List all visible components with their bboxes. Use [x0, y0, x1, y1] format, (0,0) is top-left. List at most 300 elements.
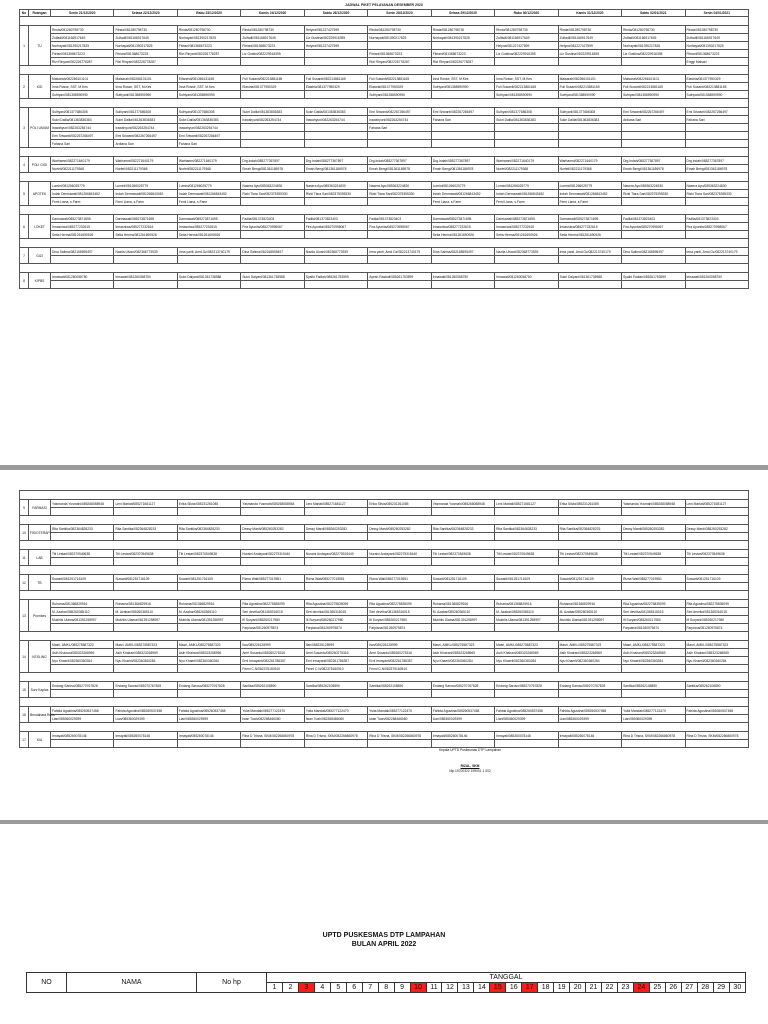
header-cell: Selasa 29/12/2020 — [431, 10, 494, 17]
roster-cell: Erika Silvia/085231261085 — [368, 500, 431, 508]
section-spacer — [20, 632, 749, 641]
roster-cell: Masri, AMKL/085275587323 — [495, 641, 558, 649]
roster-cell: Iwan Tuah/082268466080 — [368, 715, 431, 723]
day-cell: 10 — [410, 983, 426, 993]
roster-cell: Rinda/081280798730 — [685, 26, 748, 34]
roster-cell: Ilan/085226128999 — [304, 641, 367, 649]
roster-cell: Leni Marlati/085271681127 — [304, 500, 367, 508]
roster-cell — [622, 508, 685, 516]
roster-cell: Darmawati/085273871695 — [114, 215, 177, 223]
roster-cell — [114, 583, 177, 591]
roster-cell — [177, 583, 240, 591]
roster-cell: Fadlia/081373823403 — [241, 215, 304, 223]
roster-cell: Yasmanda Yusmahi/085268088948 — [431, 500, 494, 508]
day-cell: 13 — [458, 983, 474, 993]
roster-cell: Femi Liana, s.Farm — [558, 198, 621, 206]
roster-cell: Warhamni/082271640179 — [177, 157, 240, 165]
roster-cell: Rinda/081280798730 — [114, 26, 177, 34]
roster-cell — [51, 665, 114, 673]
roster-cell — [51, 690, 114, 698]
roster-cell: Rinda/081280798730 — [368, 26, 431, 34]
day-cell: 29 — [713, 983, 729, 993]
roster-cell: Irmawati/081260058750 — [114, 273, 177, 281]
col-tanggal: TANGGAL — [267, 973, 746, 983]
roster-cell: Fahana Sari — [177, 140, 240, 148]
col-nama: NAMA — [67, 973, 197, 993]
roster-cell: Drg.Indah/085277367897 — [685, 157, 748, 165]
section-name: GIZI — [29, 248, 51, 264]
roster-cell — [558, 256, 621, 264]
roster-cell: Fahida Agustina/085260537458 — [431, 707, 494, 715]
roster-cell: Nasera Ayu/085363224830 — [622, 182, 685, 190]
day-cell: 20 — [570, 983, 586, 993]
roster-cell: Nurfeli/082211179368 — [114, 165, 177, 173]
roster-cell — [558, 281, 621, 289]
roster-cell — [495, 558, 558, 566]
roster-cell: Rizna Wati/085277019551 — [241, 575, 304, 583]
roster-cell: Sulhyani/081377686308 — [558, 108, 621, 116]
roster-cell — [51, 281, 114, 289]
roster-cell: M. Azabar/085260365110 — [431, 608, 494, 616]
roster-cell: Zulfadli/081166917649 — [114, 34, 177, 42]
day-cell: 30 — [729, 983, 745, 993]
roster-cell — [304, 281, 367, 289]
roster-cell: Ifi Suryani/085260217980 — [368, 616, 431, 624]
roster-cell: Nazila Ulvani/082368773939 — [304, 248, 367, 256]
roster-cell — [622, 58, 685, 66]
roster-cell — [114, 508, 177, 516]
roster-cell: Sufriyani/081358590990 — [685, 91, 748, 99]
roster-cell — [177, 558, 240, 566]
table-row — [20, 533, 749, 541]
roster-cell — [685, 508, 748, 516]
roster-cell: Sukri Dalila/081363836383 — [177, 116, 240, 124]
section-number: 3 — [20, 108, 29, 148]
roster-cell: Syaibi Fadiah/085261753599 — [304, 273, 367, 281]
roster-cell: Irma yanti, Amd.Gz/082213740179 — [177, 248, 240, 256]
day-cell: 3 — [298, 983, 314, 993]
roster-cell — [622, 533, 685, 541]
roster-cell: Irmawati/081260058750 — [431, 273, 494, 281]
roster-cell — [558, 583, 621, 591]
table-row — [20, 525, 749, 533]
roster-cell — [685, 124, 748, 132]
roster-cell: Asih Khairani/085323268969 — [431, 649, 494, 657]
roster-cell: Ifi Suryani/085260217980 — [622, 616, 685, 624]
roster-cell: Ruhama/081366829916 — [177, 600, 240, 608]
section-name: KIA — [29, 732, 51, 748]
roster-cell: Rita Santika/082364828233 — [51, 525, 114, 533]
roster-cell: Santika/085262108890 — [622, 682, 685, 690]
roster-cell: Dina Salima/082168595497 — [51, 248, 114, 256]
roster-cell: Nyu Khaerli/082360360284 — [685, 657, 748, 665]
roster-cell — [177, 58, 240, 66]
table-row — [20, 75, 749, 83]
roster-cell: Titi Lestari/082370549638 — [495, 550, 558, 558]
roster-cell: Inna Rosse, SST, M.Kes — [495, 75, 558, 83]
roster-cell: Rizna Wati/085277019551 — [368, 575, 431, 583]
roster-cell: Sulhyani/081377686308 — [114, 108, 177, 116]
spacer-cell — [20, 264, 749, 273]
spacer-cell — [20, 239, 749, 248]
section-name: POLI GIGI — [29, 157, 51, 173]
roster-cell: Fira Ayunita/085270998067 — [368, 223, 431, 231]
roster-cell — [685, 140, 748, 148]
roster-cell — [685, 281, 748, 289]
table-row — [20, 190, 749, 198]
roster-cell: Fitriani/081368673223 — [114, 50, 177, 58]
roster-cell — [177, 624, 240, 632]
roster-cell: Endang Saroso/085270767828 — [177, 682, 240, 690]
roster-cell: Rita Santika/082364828233 — [177, 525, 240, 533]
roster-cell: Erika Silvia/085231261085 — [558, 500, 621, 508]
roster-cell — [304, 198, 367, 206]
section-number: 12 — [20, 575, 29, 591]
roster-cell: Farpiana/081260975874 — [368, 624, 431, 632]
roster-cell: Asih Khairani/085323268969 — [558, 649, 621, 657]
roster-cell: Emah Bengi/081361186978 — [431, 165, 494, 173]
section-name: FISIOTERAPI — [29, 525, 51, 541]
roster-cell: Masri, AMKL/085275587323 — [177, 641, 240, 649]
roster-cell: Endang Saroso/085270767828 — [431, 682, 494, 690]
roster-cell — [304, 132, 367, 140]
roster-cell: Sukri Dalila/081363836383 — [114, 116, 177, 124]
roster-cell: Femi Liana, s.Farm — [431, 198, 494, 206]
roster-cell: Leni Marlati/085271681127 — [685, 500, 748, 508]
roster-cell: Liz Gustina/082229916395 — [495, 50, 558, 58]
roster-cell — [51, 256, 114, 264]
spacer-cell — [20, 148, 749, 157]
roster-cell: Sukri Dalila/081363836383 — [51, 116, 114, 124]
section-number: 11 — [20, 550, 29, 566]
roster-cell: Ruhama/081366829916 — [114, 600, 177, 608]
roster-cell: Yulia Mandak/085277122470 — [241, 707, 304, 715]
roster-cell: Nuraini Andayani/082275315440 — [241, 550, 304, 558]
table-row — [20, 248, 749, 256]
signature-name: RIZAL, SKM — [460, 764, 480, 768]
roster-cell: Rizi Rinyani/082226778287 — [177, 50, 240, 58]
section-number: 1 — [20, 26, 29, 66]
roster-cell: Warhamni/082271640179 — [114, 157, 177, 165]
roster-cell: Fuli Susanti/082213881165 — [241, 75, 304, 83]
roster-cell — [431, 140, 494, 148]
roster-cell: Yulia Mandak/085277122470 — [368, 707, 431, 715]
roster-cell: Emah Bengi/081361186978 — [304, 165, 367, 173]
roster-cell — [685, 715, 748, 723]
roster-cell: M. Azabar/085260365110 — [51, 608, 114, 616]
roster-cell: Femi Liana, s.Farm — [51, 198, 114, 206]
roster-cell — [685, 740, 748, 748]
roster-cell: Fadlia/081373823403 — [685, 215, 748, 223]
roster-cell — [241, 58, 304, 66]
roster-cell: Setia Herma/081261690926 — [558, 231, 621, 239]
roster-cell — [241, 140, 304, 148]
day-cell: 16 — [506, 983, 522, 993]
roster-cell: Fenni C.N/082375160510 — [368, 665, 431, 673]
table-row — [20, 281, 749, 289]
roster-cell: Ayesh Rasbali/085261753599 — [368, 273, 431, 281]
roster-cell — [622, 198, 685, 206]
roster-cell: Syaibi Fadiah/085261753599 — [622, 273, 685, 281]
roster-cell: Rita Agustina/082275835099 — [368, 600, 431, 608]
roster-cell: Farpiana/081260975874 — [622, 624, 685, 632]
roster-cell: Ruhama/081366829916 — [431, 600, 494, 608]
roster-cell: Fitriani/081368673223 — [51, 50, 114, 58]
roster-cell — [51, 508, 114, 516]
roster-cell: Drg.Indah/085277367897 — [368, 157, 431, 165]
roster-cell: Nuraini Andayani/082275315440 — [368, 550, 431, 558]
roster-cell: Ruhama/081366829916 — [558, 600, 621, 608]
roster-cell — [495, 58, 558, 66]
day-cell: 21 — [586, 983, 602, 993]
roster-cell: Indah Dermawati/081266843452 — [558, 190, 621, 198]
roster-cell: Irmawati/081260058750 — [685, 273, 748, 281]
spacer-cell — [20, 698, 749, 707]
roster-cell: Enggi Maisari — [685, 58, 748, 66]
roster-cell: Fahida Agustina/085260537458 — [177, 707, 240, 715]
table-row — [20, 256, 749, 264]
roster-cell — [51, 558, 114, 566]
roster-cell: Irmayati/085260078146 — [495, 732, 558, 740]
roster-cell — [558, 132, 621, 140]
roster-cell — [368, 508, 431, 516]
table-row — [20, 26, 749, 34]
roster-cell: Irmasniwa/085277232615 — [495, 223, 558, 231]
roster-cell: Emi Sriwanti/082267266497 — [622, 108, 685, 116]
roster-cell: Yulia Mandak/085277122470 — [622, 707, 685, 715]
spacer-cell — [20, 66, 749, 75]
roster-cell: Sulhyani/081377686308 — [177, 108, 240, 116]
roster-cell: Drg.Indah/085277367897 — [622, 157, 685, 165]
roster-cell — [304, 140, 367, 148]
roster-cell: Rina D Trisna, SKM/082266860978 — [685, 732, 748, 740]
roster-cell: Ifi Suryani/085260217980 — [241, 616, 304, 624]
section-number: 4 — [20, 157, 29, 173]
day-cell: 22 — [602, 983, 618, 993]
roster-cell: Fahida Agustina/085260537458 — [495, 707, 558, 715]
roster-cell: Yasmanda Yusmahi/085268088948 — [51, 500, 114, 508]
roster-cell — [622, 583, 685, 591]
table-row — [20, 91, 749, 99]
roster-cell: Irmasniwa/085277232615 — [558, 223, 621, 231]
roster-cell — [304, 50, 367, 58]
section-name: APOTEK — [29, 182, 51, 206]
roster-cell: Nurfeli/082211179368 — [177, 165, 240, 173]
roster-cell: Ernl Irmayanti/082261786357 — [241, 657, 304, 665]
roster-cell — [177, 508, 240, 516]
roster-cell: Mukhlis Ulama/081391258997 — [114, 616, 177, 624]
header-cell: Ruangan — [29, 10, 51, 17]
roster-cell — [368, 140, 431, 148]
day-cell: 25 — [649, 983, 665, 993]
roster-cell — [431, 624, 494, 632]
roster-cell: Inna Rosse, SST, M.Kes — [114, 83, 177, 91]
roster-cell: Santika/085262108890 — [368, 682, 431, 690]
roster-cell: Irmayati/085260078146 — [558, 732, 621, 740]
roster-cell: Endang Saroso/085270767828 — [114, 682, 177, 690]
roster-cell: Titi Lestari/082370549638 — [558, 550, 621, 558]
roster-cell: Ruhama/081366829916 — [51, 600, 114, 608]
roster-cell: Fira Ayunita/085270998067 — [622, 223, 685, 231]
roster-cell: Rizi Rinyani/082226778287 — [368, 58, 431, 66]
roster-cell: Sulhyani/081377686308 — [495, 108, 558, 116]
roster-cell — [495, 583, 558, 591]
roster-cell: Warhamni/082271640179 — [51, 157, 114, 165]
section-spacer — [20, 491, 749, 500]
spacer-cell — [20, 541, 749, 550]
section-number: 15 — [20, 682, 29, 698]
roster-cell: Seri devrika/081365316015 — [685, 608, 748, 616]
table-row — [20, 707, 749, 715]
table-row — [20, 682, 749, 690]
roster-cell: Nyu Khaerli/082360360284 — [51, 657, 114, 665]
roster-cell: Fira Ayunita/085270998067 — [241, 223, 304, 231]
table-row — [20, 715, 749, 723]
schedule-table — [26, 972, 746, 993]
roster-cell: Nasera Ayu/085363224830 — [304, 182, 367, 190]
roster-cell: Nurhayati/081390217825 — [114, 42, 177, 50]
roster-cell: Irmasniwa/085277232615 — [114, 223, 177, 231]
roster-cell: Irmayati/085260078146 — [114, 732, 177, 740]
roster-cell — [431, 690, 494, 698]
roster-cell: Elastria/081377950329 — [241, 83, 304, 91]
roster-cell: Ardiana Sari — [622, 116, 685, 124]
table-row — [20, 600, 749, 608]
roster-cell: M. Azabar/085260365110 — [558, 608, 621, 616]
roster-cell — [558, 558, 621, 566]
table-row — [20, 34, 749, 42]
table-row — [20, 624, 749, 632]
roster-cell: Titi Lestari/082370549638 — [114, 550, 177, 558]
roster-cell: Nurhayati/081390217825 — [685, 42, 748, 50]
roster-cell: Fuli Susanti/082213881165 — [685, 83, 748, 91]
day-cell: 6 — [346, 983, 362, 993]
roster-cell — [241, 281, 304, 289]
table-row — [20, 583, 749, 591]
roster-cell: Leni Marlati/085271681127 — [495, 500, 558, 508]
roster-cell: Fadlia/081373823403 — [368, 215, 431, 223]
roster-cell: Maisarah/082266101101 — [558, 75, 621, 83]
roster-cell — [685, 533, 748, 541]
roster-cell — [685, 583, 748, 591]
section-number: 13 — [20, 600, 29, 632]
roster-cell — [558, 690, 621, 698]
section-number: 5 — [20, 182, 29, 206]
roster-cell: Fuli Susanti/082213881165 — [558, 83, 621, 91]
roster-cell: Nurhayati/081390217825 — [177, 34, 240, 42]
roster-cell: Indah Dermawati/081266843452 — [177, 190, 240, 198]
roster-cell: Elastria/081377950329 — [304, 83, 367, 91]
roster-cell: Asih Khairani/085323268969 — [495, 649, 558, 657]
header-cell: Senin 21/12/2020 — [51, 10, 114, 17]
roster-cell — [241, 533, 304, 541]
day-cell: 18 — [538, 983, 554, 993]
header-cell: Rabu 23/12/2020 — [177, 10, 240, 17]
roster-cell — [368, 690, 431, 698]
roster-cell — [241, 690, 304, 698]
roster-cell: Yasmanda Yusmahi/085268088948 — [241, 500, 304, 508]
roster-cell: Rizki Tiara Sari/082375395330 — [368, 190, 431, 198]
roster-cell: Darmawati/085273871695 — [558, 215, 621, 223]
roster-cell — [241, 132, 304, 140]
roster-cell: Fenni C.N/082375160510 — [241, 665, 304, 673]
section-spacer — [20, 17, 749, 26]
roster-cell — [51, 583, 114, 591]
roster-cell: Emah Bengi/081361186978 — [368, 165, 431, 173]
header-cell: Rabu 30/12/2020 — [495, 10, 558, 17]
roster-cell: Fahana Sari — [368, 124, 431, 132]
roster-cell: Setia Herma/081261690926 — [177, 231, 240, 239]
roster-cell: Santika/085262108890 — [241, 682, 304, 690]
document-page-3 — [0, 824, 768, 1024]
roster-cell: Sukri Dalyani/081361738988 — [558, 273, 621, 281]
roster-cell: Lian/085360029399 — [114, 715, 177, 723]
roster-cell — [431, 533, 494, 541]
roster-cell: Inna Rosse, SST, M.Kes — [431, 75, 494, 83]
roster-cell: Zulfadli/081166917649 — [495, 34, 558, 42]
roster-cell: Titi Lestari/082370549638 — [622, 550, 685, 558]
roster-cell — [241, 231, 304, 239]
roster-cell: Masri, AMKL/085275587323 — [431, 641, 494, 649]
table-row — [20, 83, 749, 91]
roster-cell: Irawahyuni/082263254744 — [177, 124, 240, 132]
roster-cell — [177, 256, 240, 264]
roster-cell — [51, 740, 114, 748]
roster-cell: Lian/085360029399 — [558, 715, 621, 723]
roster-cell — [558, 58, 621, 66]
roster-cell: Sufriyani/081358590990 — [558, 91, 621, 99]
roster-cell: Fitriani/081368673223 — [177, 42, 240, 50]
signature-title: Kepala UPTD Puskesmas DTP Lampahan — [438, 748, 502, 752]
roster-cell: Dessy Mardi/085260253282 — [304, 525, 367, 533]
schedule-title: UPTD PUSKESMAS DTP LAMPAHAN — [322, 932, 446, 939]
roster-cell: Rinda/081280798730 — [558, 26, 621, 34]
roster-cell: Emi Sriwanti/082267266497 — [51, 132, 114, 140]
roster-cell: Nyu Khaerli/082360360284 — [431, 657, 494, 665]
roster-cell — [431, 558, 494, 566]
roster-cell: Nyu Khaerli/082360360284 — [114, 657, 177, 665]
roster-cell: Nyu Khaerli/082360360284 — [622, 657, 685, 665]
roster-cell: Indah Dermawati/081266843452 — [431, 190, 494, 198]
roster-cell — [241, 198, 304, 206]
roster-cell — [241, 91, 304, 99]
roster-cell — [304, 558, 367, 566]
section-spacer — [20, 206, 749, 215]
roster-cell: Suwarti/081251716109 — [558, 575, 621, 583]
roster-cell — [431, 256, 494, 264]
roster-cell: Liz Gustina/082229916395 — [304, 34, 367, 42]
roster-cell: Irmasniwa/085277232615 — [431, 223, 494, 231]
roster-cell: Endang Saroso/085270767828 — [495, 682, 558, 690]
roster-cell: Elastria/081377950329 — [685, 75, 748, 83]
section-number: 2 — [20, 75, 29, 99]
roster-cell: Rita Agustina/082275835099 — [241, 600, 304, 608]
roster-cell: Nurhayati/081390217825 — [51, 42, 114, 50]
roster-cell — [685, 132, 748, 140]
table-row — [20, 690, 749, 698]
roster-cell: Inna Rosse, SST, M.Kes — [177, 83, 240, 91]
roster-cell: Titi Lestari/082370549638 — [685, 550, 748, 558]
roster-cell — [622, 140, 685, 148]
roster-cell: Irawahyuni/082263254744 — [241, 116, 304, 124]
day-cell: 26 — [665, 983, 681, 993]
roster-cell — [114, 665, 177, 673]
roster-cell — [368, 281, 431, 289]
table-row — [20, 550, 749, 558]
table-row — [20, 657, 749, 665]
roster-cell: Rizki Tiara Sari/082375395330 — [685, 190, 748, 198]
roster-cell: Dessy Mardi/085260253282 — [685, 525, 748, 533]
